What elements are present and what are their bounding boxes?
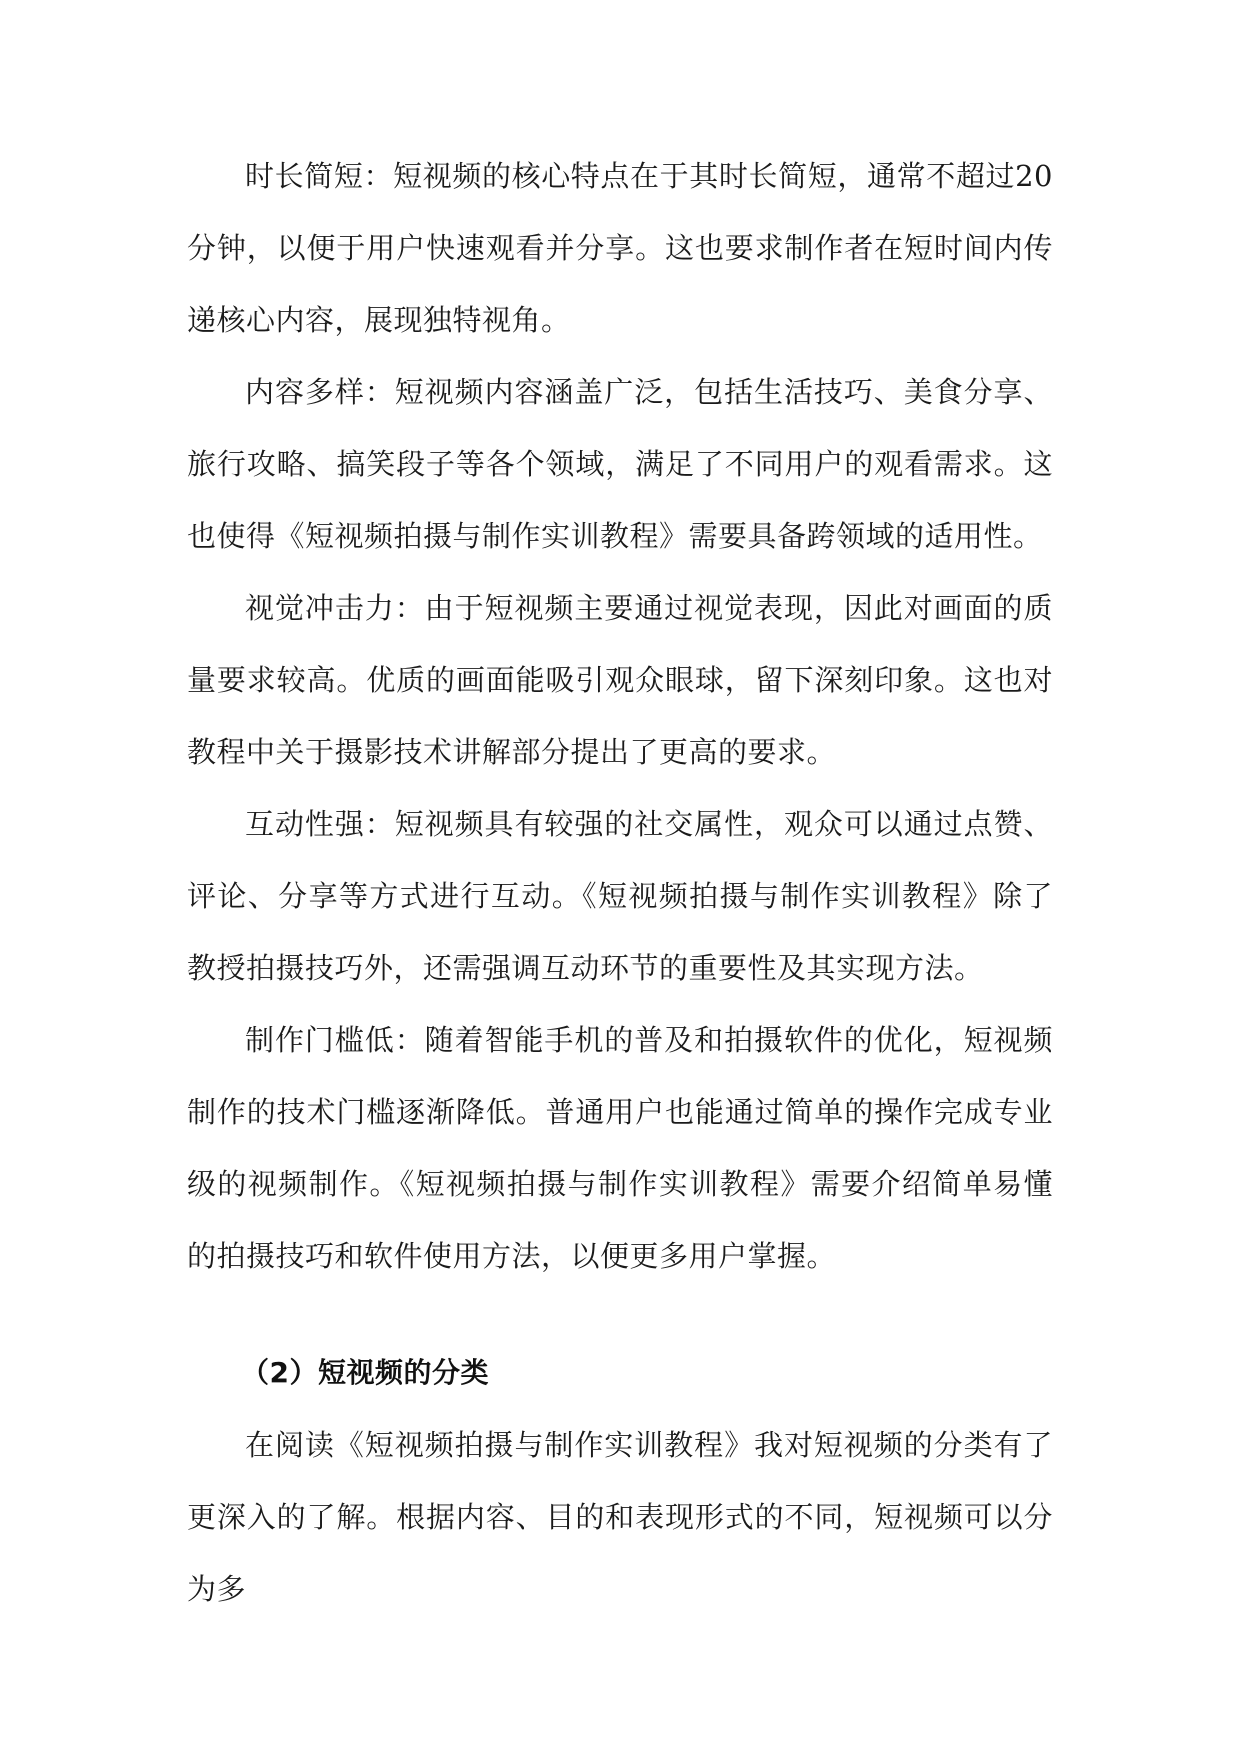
document-body <box>187 140 1053 1625</box>
paragraph-content-variety: 内容多样：短视频内容涵盖广泛，包括生活技巧、美食分享、旅行攻略、搞笑段子等各个领域，满足了不同用户的观看需求。这也使得《短视频拍摄与制作实训教程》需要具备跨领域的适用性。 <box>187 375 1053 553</box>
paragraph-low-threshold: 制作门槛低：随着智能手机的普及和拍摄软件的优化，短视频制作的技术门槛逐渐降低。普通用户也能通过简单的操作完成专业级的视频制作。《短视频拍摄与制作实训教程》需要介绍简单易懂的拍摄技巧和软件使用方法，以便更多用户掌握。 <box>187 1023 1053 1273</box>
paragraph-visual-impact: 视觉冲击力：由于短视频主要通过视觉表现，因此对画面的质量要求较高。优质的画面能吸引观众眼球，留下深刻印象。这也对教程中关于摄影技术讲解部分提出了更高的要求。 <box>187 591 1053 769</box>
paragraph-duration: 时长简短：短视频的核心特点在于其时长简短，通常不超过20分钟，以便于用户快速观看并分享。这也要求制作者在短时间内传递核心内容，展现独特视角。 <box>187 159 1053 337</box>
paragraph-interactivity: 互动性强：短视频具有较强的社交属性，观众可以通过点赞、评论、分享等方式进行互动。《短视频拍摄与制作实训教程》除了教授拍摄技巧外，还需强调互动环节的重要性及其实现方法。 <box>187 807 1053 985</box>
section-heading: （2）短视频的分类 <box>241 1356 489 1389</box>
paragraph-classification-intro: 在阅读《短视频拍摄与制作实训教程》我对短视频的分类有了更深入的了解。根据内容、目的和表现形式的不同，短视频可以分为多 <box>187 1428 1053 1606</box>
